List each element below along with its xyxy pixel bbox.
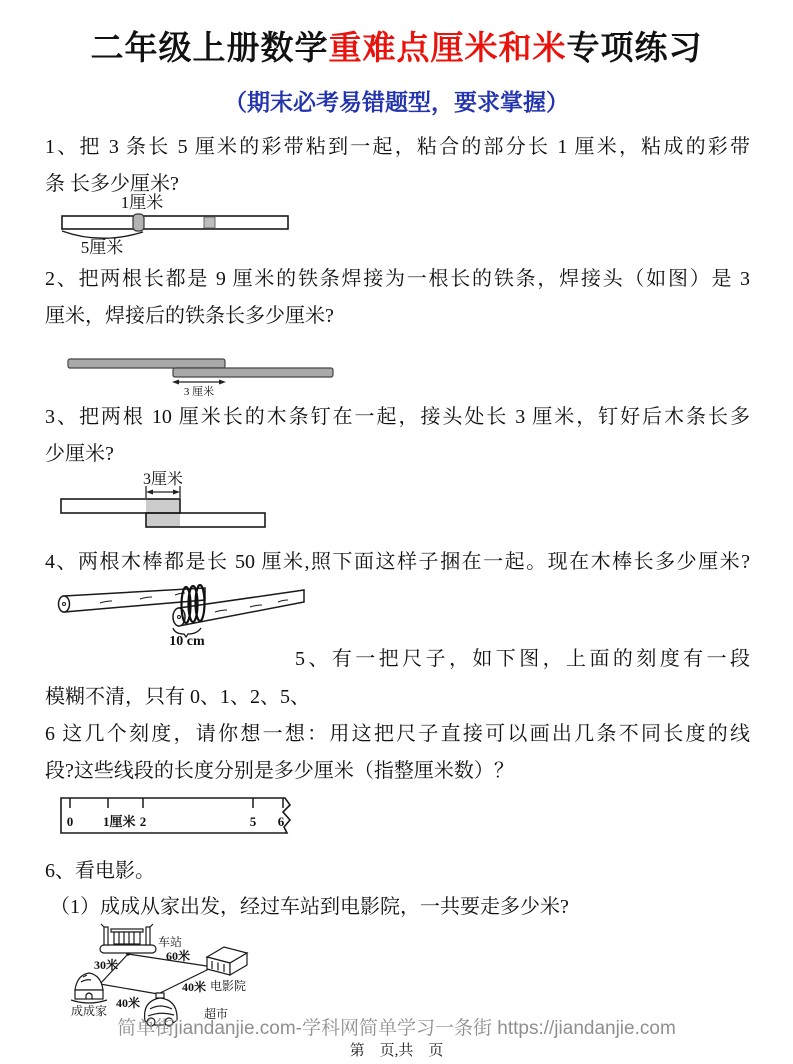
problem3-line2: 少厘米? <box>45 443 114 465</box>
stick-left-end <box>59 596 70 612</box>
problem6-line1: 6、看电影。 <box>45 860 155 882</box>
problem6-line2: （1）成成从家出发，经过车站到电影院，一共要走多少米? <box>50 896 569 918</box>
dist-home-store-label: 40米 <box>115 996 141 1010</box>
dist-station-cinema-label: 60米 <box>165 949 191 963</box>
home-label: 成成家 <box>70 1004 108 1018</box>
cinema-label: 电影院 <box>209 979 247 993</box>
iron-bar-top <box>68 359 225 368</box>
page-title <box>0 22 793 69</box>
station-platform <box>100 945 156 953</box>
problem5-line1: 5、有一把尺子，如下图，上面的刻度有一段 <box>295 648 750 670</box>
dist-store-cinema-label: 40米 <box>181 980 207 994</box>
ruler-label-1cm: 1厘米 <box>103 814 136 829</box>
ruler-label-6: 6 <box>277 814 285 829</box>
problem3-line1: 3、把两根 10 厘米长的木条钉在一起，接头处长 3 厘米，钉好后木条长多 <box>45 406 750 428</box>
store-roof-knob <box>156 993 164 998</box>
home-ground <box>71 1000 107 1003</box>
problem2-ironbar-diagram <box>45 349 345 397</box>
home-icon <box>71 973 107 1003</box>
ribbon-joint-2 <box>204 217 215 228</box>
problem1-ribbon-diagram <box>45 193 305 257</box>
ruler-label-5: 5 <box>249 814 257 829</box>
home-base <box>75 990 103 999</box>
problem1-line2: 条 长多少厘米? <box>45 173 179 195</box>
problem5-line2: 模糊不清，只有 0、1、2、5、 <box>45 686 310 708</box>
home-roof <box>75 973 103 990</box>
ruler-label-0: 0 <box>66 814 74 829</box>
problem2-line2: 厘米，焊接后的铁条长多少厘米? <box>45 305 334 327</box>
station-hall <box>114 932 140 944</box>
problem4-line1: 4、两根木棒都是长 50 厘米,照下面这样子捆在一起。现在木棒长多少厘米? <box>45 551 750 573</box>
title-part1: 二年级上册数学 <box>90 31 329 67</box>
bus-station-icon <box>100 924 156 953</box>
dist-home-station-label: 30米 <box>93 958 119 972</box>
ribbon-1cm-label: 1厘米 <box>120 193 164 212</box>
iron-bar-bottom <box>173 368 333 377</box>
ribbon-bar <box>62 216 288 229</box>
station-post-flags <box>101 924 153 927</box>
problem1-line1: 1、把 3 条长 5 厘米的彩带粘到一起，粘合的部分长 1 厘米，粘成的彩带 <box>45 136 750 158</box>
station-label: 车站 <box>158 935 183 949</box>
page-number-footer: 第 页,共 页 <box>349 1043 444 1059</box>
woodbar-3cm-label: 3厘米 <box>142 471 184 488</box>
ruler-label-2: 2 <box>139 814 147 829</box>
store-label: 超市 <box>204 1007 229 1021</box>
page-subtitle: （期末必考易错题型，要求掌握） <box>224 90 569 115</box>
arrow-right-icon <box>173 490 180 495</box>
problem4-sticks-diagram <box>45 581 325 647</box>
arrow-left-icon <box>172 380 179 385</box>
ironbar-3cm-label: 3 厘米 <box>183 386 215 397</box>
problem3-woodbar-diagram <box>45 471 325 533</box>
ribbon-joint-1 <box>133 214 144 231</box>
problem5-line3: 6 这几个刻度，请你想一想：用这把尺子直接可以画出几条不同长度的线 <box>45 723 750 745</box>
watermark: 简单街jiandanjie.com-学科网简单学习一条街 https://jiandanjie.com <box>117 1018 676 1039</box>
problem5-line4: 段?这些线段的长度分别是多少厘米（指整厘米数）？ <box>45 760 514 782</box>
arrow-right-icon <box>219 380 226 385</box>
problem2-line1: 2、把两根长都是 9 厘米的铁条焊接为一根长的铁条，焊接头（如图）是 3 <box>45 268 750 290</box>
ribbon-5cm-label: 5厘米 <box>80 238 124 257</box>
sticks-10cm-label: 10 cm <box>169 634 205 647</box>
cinema-icon <box>207 947 247 975</box>
station-post-left <box>104 927 108 945</box>
title-part2-red: 重难点厘米和米 <box>328 31 567 67</box>
arrow-left-icon <box>146 490 153 495</box>
route-home-store <box>100 984 158 994</box>
title-part3: 专项练习 <box>566 31 703 67</box>
problem5-ruler-diagram <box>45 791 295 843</box>
station-post-right <box>146 927 150 945</box>
